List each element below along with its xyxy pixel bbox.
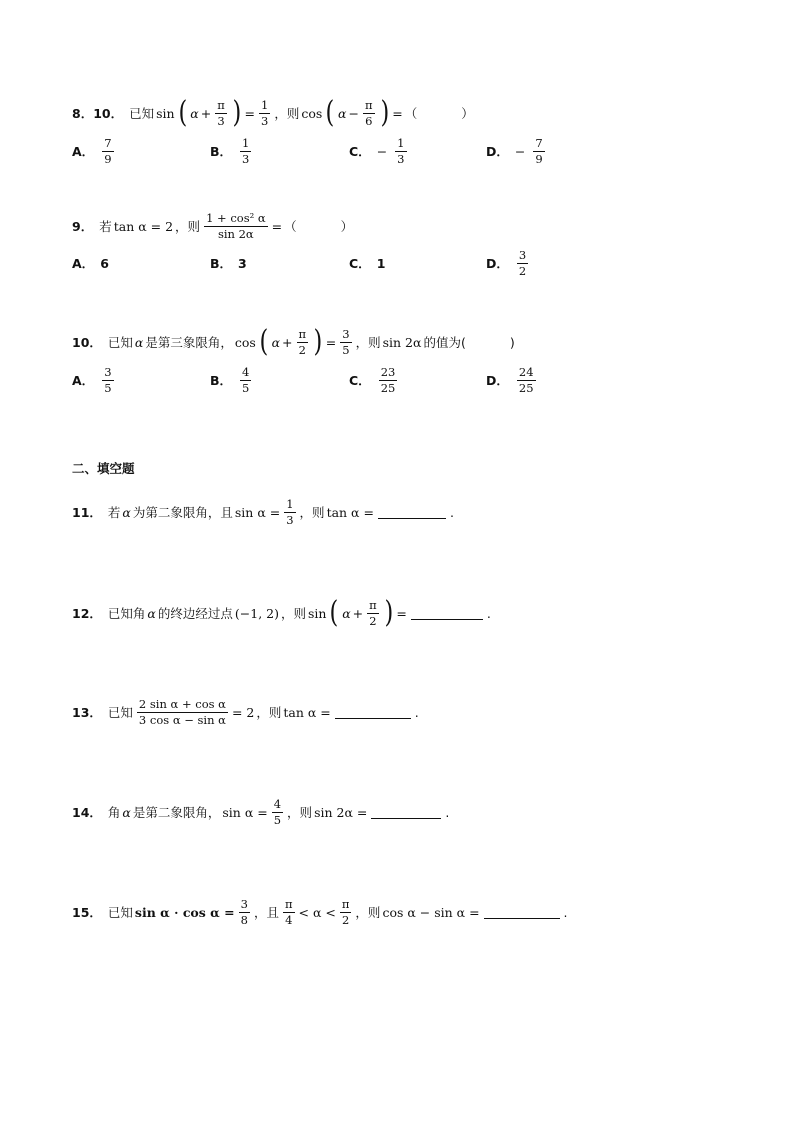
period: . bbox=[449, 504, 454, 520]
equals-sign: = bbox=[325, 334, 337, 350]
question-15-stem bbox=[72, 898, 568, 926]
fraction-numerator: 3 bbox=[240, 897, 248, 911]
minus-sign: − bbox=[376, 143, 388, 159]
fraction-pi-over-2 bbox=[367, 599, 379, 627]
option-value bbox=[240, 366, 251, 394]
question-text: ，且 bbox=[253, 905, 279, 921]
fraction-denominator: 8 bbox=[240, 912, 248, 927]
fraction-one-third bbox=[259, 99, 270, 127]
option-label: C． bbox=[349, 256, 371, 272]
question-number: 11． bbox=[72, 505, 102, 521]
answer-bracket-close: ） bbox=[340, 219, 354, 235]
fraction-denominator: 5 bbox=[273, 812, 282, 827]
option-c[interactable] bbox=[349, 363, 399, 397]
option-a[interactable] bbox=[72, 246, 109, 280]
option-value bbox=[395, 137, 406, 165]
question-text: 已知角 bbox=[107, 606, 146, 621]
sin-function: sin bbox=[308, 605, 327, 621]
section-heading: 二、填空题 bbox=[72, 461, 135, 476]
cos-function: cos bbox=[301, 105, 323, 121]
option-a[interactable] bbox=[72, 134, 116, 168]
question-text: 为第二象限角，且 bbox=[132, 505, 233, 521]
left-paren: ( bbox=[259, 324, 269, 359]
option-c[interactable] bbox=[349, 134, 409, 168]
right-paren: ) bbox=[384, 595, 393, 630]
fraction-numerator: 4 bbox=[273, 797, 282, 811]
option-value bbox=[240, 137, 251, 165]
question-number: 14． bbox=[72, 805, 102, 821]
option-label: A． bbox=[72, 144, 95, 159]
fraction-denominator: 5 bbox=[104, 380, 112, 395]
fraction-denominator: 9 bbox=[104, 151, 112, 166]
option-label: D． bbox=[486, 144, 509, 159]
question-14 bbox=[72, 798, 449, 826]
option-b[interactable] bbox=[210, 363, 253, 397]
minus-sign: − bbox=[348, 105, 359, 121]
fraction-expression bbox=[137, 698, 228, 726]
fraction-denominator: 3 bbox=[286, 512, 294, 527]
tan-expression: tan α = bbox=[283, 704, 331, 720]
inequality: < α < bbox=[298, 904, 336, 920]
fraction-numerator: π bbox=[217, 97, 225, 112]
question-text: 若 bbox=[99, 219, 112, 235]
left-paren: ( bbox=[329, 595, 339, 630]
plus-sign: + bbox=[352, 605, 364, 621]
fraction-numerator: 1 + cos² α bbox=[206, 211, 266, 225]
question-text: 的终边经过点 bbox=[157, 606, 233, 621]
question-8 bbox=[72, 95, 543, 170]
period: . bbox=[486, 605, 491, 621]
option-value bbox=[379, 366, 398, 394]
alpha-symbol: α bbox=[271, 334, 281, 350]
option-value bbox=[517, 249, 528, 277]
left-paren: ( bbox=[325, 95, 335, 130]
fraction-denominator: 4 bbox=[285, 912, 293, 927]
question-text: ，则 bbox=[299, 505, 325, 521]
question-number: 10． bbox=[72, 335, 102, 350]
fraction-denominator: 3 bbox=[242, 151, 250, 166]
option-value bbox=[102, 137, 113, 165]
fraction-three-eighths bbox=[239, 898, 250, 926]
question-text: 若 bbox=[107, 505, 121, 521]
sin2a-expression: sin 2α = bbox=[314, 804, 368, 820]
question-text: 已知 bbox=[129, 106, 155, 121]
question-9 bbox=[72, 211, 527, 282]
question-10-stem bbox=[72, 324, 515, 359]
fraction-denominator: 5 bbox=[242, 380, 250, 395]
fraction-expression bbox=[204, 212, 268, 240]
question-text: ，则 bbox=[355, 905, 381, 921]
question-text: ，则 bbox=[256, 705, 282, 721]
equals-two: = 2 bbox=[231, 704, 255, 720]
cos-function: cos bbox=[234, 334, 256, 350]
question-13 bbox=[72, 698, 419, 726]
question-10 bbox=[72, 324, 534, 399]
alpha-symbol: α bbox=[122, 504, 131, 520]
fraction-numerator: 1 bbox=[261, 97, 269, 112]
option-label: C． bbox=[349, 373, 371, 388]
fraction-numerator: 7 bbox=[535, 135, 543, 150]
fraction-numerator: 1 bbox=[397, 135, 405, 150]
fraction-numerator: π bbox=[284, 897, 293, 911]
fraction-denominator: 5 bbox=[342, 342, 350, 357]
left-paren: ( bbox=[178, 95, 187, 130]
question-12 bbox=[72, 595, 491, 630]
period: . bbox=[563, 904, 568, 920]
question-8-options bbox=[72, 134, 543, 170]
option-d[interactable] bbox=[486, 363, 538, 397]
fraction-pi-over-4 bbox=[283, 898, 295, 926]
equals-sign: = bbox=[396, 605, 407, 621]
plus-sign: + bbox=[200, 105, 212, 121]
question-text: ，则 bbox=[287, 805, 313, 821]
fraction-numerator: 3 bbox=[104, 364, 112, 379]
answer-blank[interactable] bbox=[411, 607, 483, 620]
fraction-pi-over-2 bbox=[340, 898, 352, 926]
fraction-denominator: 3 cos α − sin α bbox=[138, 712, 226, 727]
fraction-pi-over-3 bbox=[215, 99, 227, 127]
sin-expression: sin α = bbox=[234, 504, 281, 520]
fraction-pi-over-6 bbox=[363, 99, 375, 127]
question-text: ，则 bbox=[175, 219, 201, 235]
question-text: 已知 bbox=[107, 335, 133, 350]
answer-blank[interactable] bbox=[371, 806, 441, 819]
fraction-denominator: 25 bbox=[518, 380, 534, 395]
option-value: 1 bbox=[376, 255, 386, 271]
question-14-stem bbox=[72, 798, 449, 826]
fraction-denominator: 3 bbox=[261, 113, 269, 128]
plus-sign: + bbox=[282, 334, 293, 350]
answer-blank[interactable] bbox=[484, 906, 560, 919]
question-number: 8．10． bbox=[72, 106, 124, 121]
fraction-numerator: 7 bbox=[104, 135, 112, 150]
answer-bracket-open: （ bbox=[404, 106, 418, 121]
fraction-numerator: π bbox=[369, 597, 377, 612]
question-text: 角 bbox=[107, 805, 121, 821]
sin-function: sin bbox=[156, 105, 175, 121]
question-12-stem bbox=[72, 595, 491, 630]
point-coordinates: (−1, 2) bbox=[234, 605, 279, 621]
option-c[interactable] bbox=[349, 246, 385, 280]
fraction-denominator: 9 bbox=[535, 151, 543, 166]
fraction-denominator: 3 bbox=[217, 113, 225, 128]
option-value bbox=[517, 366, 536, 394]
question-number: 15． bbox=[72, 905, 102, 921]
minus-sign: − bbox=[514, 143, 526, 159]
fraction-one-third bbox=[284, 498, 295, 526]
sin2a-expression: sin 2α bbox=[382, 334, 422, 350]
alpha-symbol: α bbox=[122, 804, 131, 820]
alpha-symbol: α bbox=[338, 105, 347, 121]
question-text: 已知 bbox=[107, 705, 133, 721]
question-15 bbox=[72, 898, 568, 926]
period: . bbox=[414, 704, 419, 720]
option-label: B． bbox=[210, 256, 233, 272]
fraction-denominator: 6 bbox=[365, 113, 373, 128]
option-label: B． bbox=[210, 144, 233, 159]
alpha-symbol: α bbox=[342, 605, 351, 621]
fraction-numerator: 23 bbox=[380, 364, 396, 379]
difference-expression: cos α − sin α = bbox=[382, 904, 480, 920]
fraction-numerator: π bbox=[298, 326, 307, 341]
right-paren: ) bbox=[232, 95, 242, 130]
question-11-stem bbox=[72, 498, 454, 526]
option-d[interactable] bbox=[486, 134, 547, 168]
question-8-stem bbox=[72, 95, 474, 130]
option-label: A． bbox=[72, 256, 95, 272]
fraction-denominator: 3 bbox=[397, 151, 405, 166]
option-label: B． bbox=[210, 373, 233, 388]
option-a[interactable] bbox=[72, 363, 116, 397]
question-text: 的值为( bbox=[423, 335, 466, 350]
fraction-denominator: 25 bbox=[380, 380, 396, 395]
question-text: ，则 bbox=[274, 106, 300, 121]
option-label: A． bbox=[72, 373, 95, 388]
product-expression: sin α · cos α = bbox=[134, 904, 235, 920]
fraction-denominator: 2 bbox=[341, 912, 350, 927]
right-paren: ) bbox=[379, 95, 389, 130]
question-11 bbox=[72, 498, 454, 526]
alpha-symbol: α bbox=[147, 605, 156, 621]
fraction-numerator: 3 bbox=[342, 326, 350, 341]
equals-sign: = bbox=[392, 105, 403, 121]
question-text: ，则 bbox=[280, 606, 306, 621]
question-9-stem bbox=[72, 212, 353, 240]
fraction-denominator: 2 bbox=[518, 263, 527, 278]
fraction-numerator: 3 bbox=[518, 248, 527, 263]
right-paren: ) bbox=[313, 324, 323, 359]
option-value: 3 bbox=[238, 255, 247, 271]
fraction-numerator: 2 sin α + cos α bbox=[138, 697, 226, 711]
question-text: 是第二象限角， bbox=[132, 805, 221, 821]
question-number: 13． bbox=[72, 705, 102, 721]
fraction-denominator: 2 bbox=[298, 342, 306, 357]
question-9-options bbox=[72, 246, 527, 282]
fraction-numerator: 4 bbox=[242, 364, 250, 379]
answer-bracket-close: ） bbox=[461, 106, 474, 121]
period: . bbox=[445, 804, 450, 820]
option-value bbox=[533, 137, 544, 165]
question-number: 12． bbox=[72, 606, 102, 621]
equals-sign: = bbox=[244, 105, 255, 121]
option-d[interactable] bbox=[486, 246, 530, 280]
fraction-numerator: π bbox=[341, 897, 350, 911]
fraction-denominator: sin 2α bbox=[217, 226, 254, 241]
fraction-numerator: 1 bbox=[242, 135, 250, 150]
fraction-pi-over-2 bbox=[297, 328, 309, 356]
tan-expression: tan α = 2 bbox=[113, 218, 174, 234]
answer-blank[interactable] bbox=[378, 506, 446, 519]
option-label: C． bbox=[349, 144, 371, 159]
fraction-numerator: 24 bbox=[518, 364, 534, 379]
fraction-denominator: 2 bbox=[369, 613, 377, 628]
fraction-three-fifths bbox=[340, 328, 351, 356]
equals-sign: = bbox=[271, 218, 283, 234]
option-label: D． bbox=[486, 256, 509, 272]
answer-bracket-open: （ bbox=[284, 219, 297, 235]
option-value: 6 bbox=[100, 255, 109, 271]
fraction-four-fifths bbox=[272, 798, 283, 826]
question-13-stem bbox=[72, 698, 419, 726]
question-text: 已知 bbox=[107, 905, 133, 921]
option-value bbox=[102, 366, 113, 394]
alpha-symbol: α bbox=[190, 105, 199, 121]
fraction-numerator: π bbox=[364, 97, 373, 112]
sin-expression: sin α = bbox=[222, 804, 268, 820]
fraction-numerator: 1 bbox=[286, 497, 294, 511]
alpha-symbol: α bbox=[134, 334, 144, 350]
option-b[interactable] bbox=[210, 246, 247, 280]
question-10-options bbox=[72, 363, 534, 399]
question-text: 是第三象限角， bbox=[145, 335, 233, 350]
tan-expression: tan α = bbox=[326, 504, 374, 520]
option-label: D． bbox=[486, 373, 509, 388]
answer-bracket-close: ) bbox=[509, 334, 515, 350]
answer-blank[interactable] bbox=[335, 706, 411, 719]
option-b[interactable] bbox=[210, 134, 253, 168]
question-text: ，则 bbox=[355, 335, 381, 350]
question-number: 9． bbox=[72, 219, 94, 235]
